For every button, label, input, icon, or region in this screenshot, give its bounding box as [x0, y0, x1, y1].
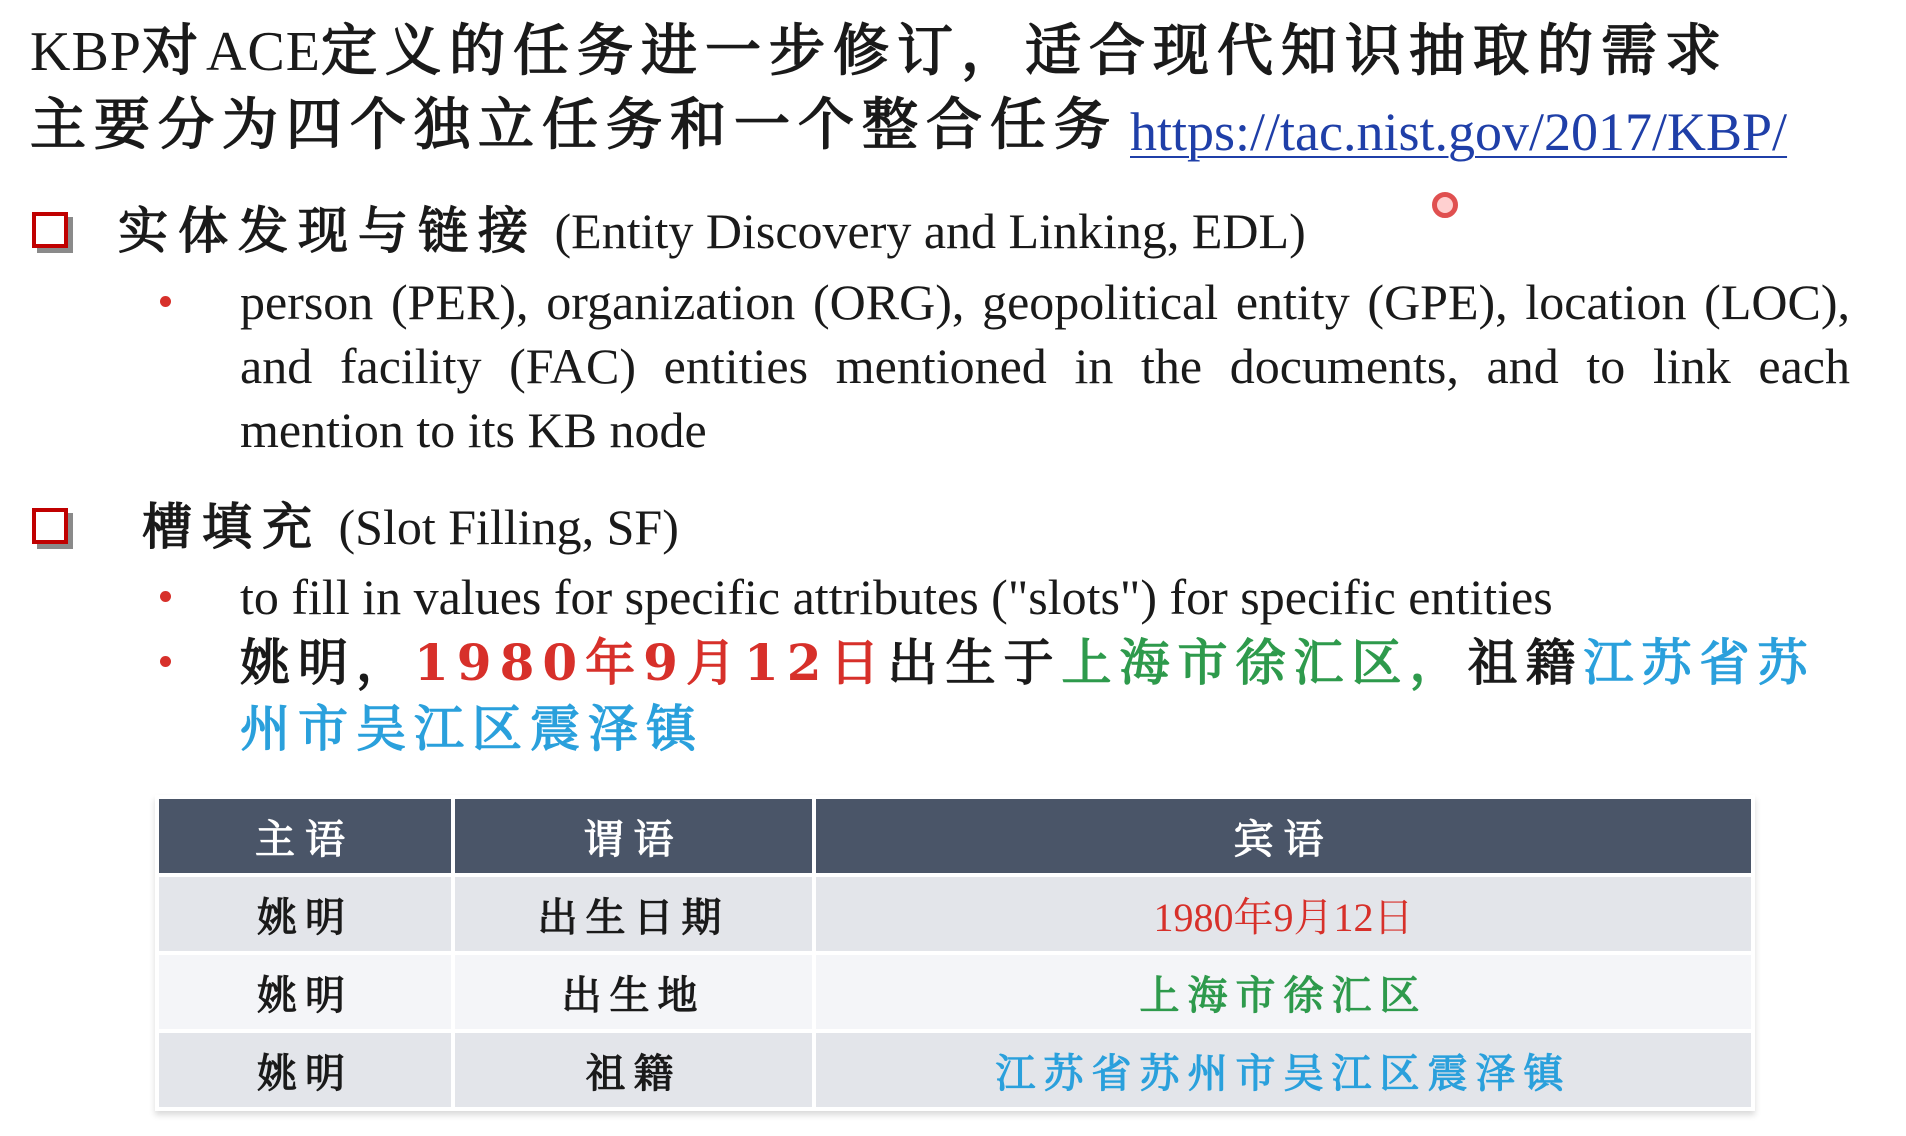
section-title-sf-en: (Slot Filling, SF)	[338, 499, 679, 555]
table-cell-object: 上海市徐汇区	[816, 955, 1751, 1029]
section-title-edl	[118, 200, 1306, 262]
header-dui: 对	[141, 18, 206, 84]
table-cell-subject: 姚明	[159, 1033, 451, 1107]
table-header-object: 宾语	[816, 799, 1751, 873]
header-kbp: KBP	[30, 21, 142, 83]
table-header-row	[159, 799, 1751, 873]
sf-description: to fill in values for specific attributes ("slots") for specific entities	[240, 569, 1553, 625]
checkbox-icon	[32, 212, 68, 248]
table-cell-predicate: 祖籍	[455, 1033, 812, 1107]
section-title-sf-zh: 槽填充	[142, 497, 322, 556]
header-line-2: 主要分为四个独立任务和一个整合任务	[30, 92, 1118, 158]
example-ancestry-place: 江苏省苏州市吴江区震泽镇	[240, 633, 1816, 758]
section-title-sf	[142, 496, 679, 558]
table-row	[159, 877, 1751, 951]
example-subject: 姚明，	[240, 633, 414, 692]
table-cell-object: 江苏省苏州市吴江区震泽镇	[816, 1033, 1751, 1107]
section-title-edl-zh: 实体发现与链接	[118, 201, 538, 260]
example-birthplace: 上海市徐汇区，	[1061, 633, 1468, 692]
table-header-subject: 主语	[159, 799, 451, 873]
table-cell-predicate: 出生日期	[455, 877, 812, 951]
laser-pointer-dot	[1432, 192, 1458, 218]
example-born-in: 出生于	[887, 633, 1062, 692]
triple-table	[155, 795, 1755, 1111]
table-cell-predicate: 出生地	[455, 955, 812, 1029]
table-header-predicate: 谓语	[455, 799, 812, 873]
kbp-link[interactable]: https://tac.nist.gov/2017/KBP/	[1130, 102, 1788, 162]
header-line-1-rest: 定义的任务进一步修订，适合现代知识抽取的需求	[320, 18, 1729, 84]
table-row	[159, 1033, 1751, 1107]
table-cell-object: 1980年9月12日	[816, 877, 1751, 951]
header-line-1	[30, 18, 1729, 85]
section-title-edl-en: (Entity Discovery and Linking, EDL)	[554, 203, 1306, 259]
sf-example-sentence	[240, 630, 1850, 762]
edl-description: person (PER), organization (ORG), geopolitical entity (GPE), location (LOC), and facility (FAC) entities mentioned in the documents, and to link each mention to its KB node	[240, 274, 1850, 458]
bullet-icon	[160, 656, 171, 667]
bullet-icon	[160, 591, 171, 602]
table-row	[159, 955, 1751, 1029]
header-ace: ACE	[205, 21, 321, 83]
bullet-icon	[160, 296, 171, 307]
example-date: 1980年9月12日	[414, 633, 888, 692]
checkbox-icon	[32, 508, 68, 544]
table-cell-subject: 姚明	[159, 877, 451, 951]
example-ancestry-label: 祖籍	[1467, 633, 1584, 692]
table-cell-subject: 姚明	[159, 955, 451, 1029]
